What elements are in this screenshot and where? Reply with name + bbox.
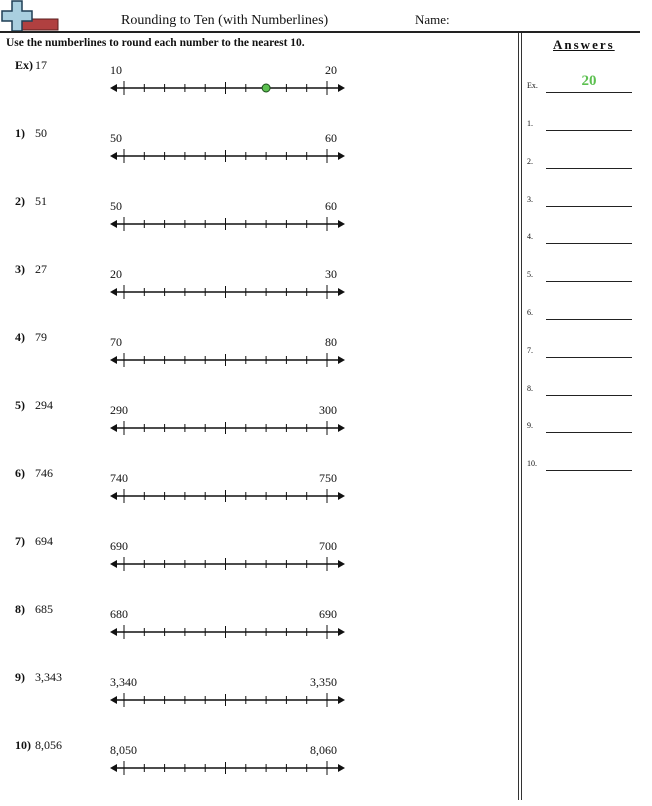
problem-label-text: 1) <box>15 126 25 140</box>
number-line <box>100 340 360 370</box>
right-arrowhead <box>338 356 345 364</box>
column-divider <box>521 33 522 800</box>
problem-label-text: 9) <box>15 670 25 684</box>
problem-number: 50 <box>35 126 47 140</box>
problem-label <box>15 738 31 753</box>
problem-label-text: 2) <box>15 194 25 208</box>
name-label: Name: <box>415 12 450 27</box>
problem-label-text: 6) <box>15 466 25 480</box>
problem-label <box>15 58 33 73</box>
problem-number: 685 <box>35 602 53 616</box>
answer-row <box>524 111 634 131</box>
number-line <box>100 204 360 234</box>
number-line-low-label: 20 <box>110 267 122 281</box>
number-line <box>100 408 360 438</box>
problem-number: 294 <box>35 398 53 412</box>
answer-blank[interactable] <box>546 357 632 358</box>
right-arrowhead <box>338 152 345 160</box>
problem-row <box>0 330 515 398</box>
problem-number: 694 <box>35 534 53 548</box>
answer-label: 10. <box>527 459 537 469</box>
number-line-high-label: 300 <box>319 403 337 417</box>
column-divider <box>518 33 519 800</box>
answer-blank[interactable] <box>546 281 632 282</box>
left-arrowhead <box>110 220 117 228</box>
number-line-high-label: 3,350 <box>310 675 337 689</box>
worksheet-title: Rounding to Ten (with Numberlines) <box>121 13 329 28</box>
problem-number: 51 <box>35 194 47 208</box>
left-arrowhead <box>110 628 117 636</box>
answer-label: 2. <box>527 156 533 166</box>
problem-label-text: 8) <box>15 602 25 616</box>
number-line-high-label: 60 <box>325 199 337 213</box>
problem-label-text: Ex) <box>15 58 33 72</box>
answer-label: 6. <box>527 308 533 317</box>
number-line-low-label: 70 <box>110 335 122 349</box>
answers-title: Answers <box>553 37 615 52</box>
answer-row <box>524 262 634 282</box>
problem-row <box>0 534 515 602</box>
answer-label: 9. <box>527 421 533 431</box>
left-arrowhead <box>110 424 117 432</box>
number-line-low-label: 50 <box>110 131 122 145</box>
problem-number: 3,343 <box>35 670 62 684</box>
number-line-low-label: 740 <box>110 471 128 485</box>
number-line-low-label: 290 <box>110 403 128 417</box>
number-line-high-label: 750 <box>319 471 337 485</box>
number-line-high-label: 8,060 <box>310 743 337 757</box>
answer-blank[interactable] <box>546 92 632 93</box>
left-arrowhead <box>110 152 117 160</box>
right-arrowhead <box>338 84 345 92</box>
example-problem <box>0 58 515 126</box>
problem-row <box>0 738 515 806</box>
number-line-high-label: 20 <box>325 63 337 77</box>
problem-label-text: 7) <box>15 534 25 548</box>
right-arrowhead <box>338 764 345 772</box>
number-line-low-label: 50 <box>110 199 122 213</box>
instructions: Use the numberlines to round each number to the nearest 10. <box>6 37 305 49</box>
problem-label <box>15 534 25 549</box>
number-line-high-label: 690 <box>319 607 337 621</box>
answer-label: 7. <box>527 345 533 355</box>
right-arrowhead <box>338 696 345 704</box>
problem-label <box>15 194 25 209</box>
problem-label <box>15 330 25 345</box>
number-line-low-label: 10 <box>110 63 122 77</box>
answer-blank[interactable] <box>546 168 632 169</box>
right-arrowhead <box>338 560 345 568</box>
number-line <box>100 68 360 98</box>
left-arrowhead <box>110 356 117 364</box>
number-line-low-label: 690 <box>110 539 128 553</box>
answer-row <box>524 149 634 169</box>
number-line-high-label: 30 <box>325 267 337 281</box>
answer-row-example <box>524 73 634 93</box>
problem-label <box>15 126 25 141</box>
left-arrowhead <box>110 84 117 92</box>
answer-label: 4. <box>527 232 533 242</box>
answer-blank[interactable] <box>546 432 632 433</box>
problem-row <box>0 398 515 466</box>
number-line <box>100 612 360 642</box>
problem-label-text: 3) <box>15 262 25 276</box>
problem-label-text: 5) <box>15 398 25 412</box>
answer-row <box>524 224 634 244</box>
answer-label: 1. <box>527 119 533 128</box>
number-line-high-label: 80 <box>325 335 337 349</box>
right-arrowhead <box>338 288 345 296</box>
number-marker <box>262 84 270 92</box>
number-line <box>100 136 360 166</box>
answer-row <box>524 300 634 320</box>
left-arrowhead <box>110 288 117 296</box>
number-line-low-label: 680 <box>110 607 128 621</box>
answer-blank[interactable] <box>546 206 632 207</box>
right-arrowhead <box>338 220 345 228</box>
worksheet-logo <box>0 0 60 32</box>
answer-row <box>524 451 634 471</box>
problem-row <box>0 126 515 194</box>
answer-label: 5. <box>527 270 533 280</box>
left-arrowhead <box>110 492 117 500</box>
left-arrowhead <box>110 764 117 772</box>
left-arrowhead <box>110 560 117 568</box>
problem-label <box>15 398 25 413</box>
problem-number: 17 <box>35 58 47 72</box>
problem-row <box>0 466 515 534</box>
problem-number: 8,056 <box>35 738 62 752</box>
problem-label <box>15 466 25 481</box>
number-line <box>100 476 360 506</box>
answer-row <box>524 376 634 396</box>
header-rule <box>0 31 640 33</box>
problem-row <box>0 602 515 670</box>
right-arrowhead <box>338 492 345 500</box>
problem-label-text: 4) <box>15 330 25 344</box>
left-arrowhead <box>110 696 117 704</box>
answer-blank[interactable] <box>546 470 632 471</box>
number-line-low-label: 8,050 <box>110 743 137 757</box>
answer-blank[interactable] <box>546 319 632 320</box>
problem-label <box>15 602 25 617</box>
problem-label <box>15 670 25 685</box>
number-line <box>100 544 360 574</box>
problem-number: 746 <box>35 466 53 480</box>
answer-blank[interactable] <box>546 243 632 244</box>
number-line-low-label: 3,340 <box>110 675 137 689</box>
answer-label: 8. <box>527 383 533 393</box>
answer-label: 3. <box>527 194 533 204</box>
right-arrowhead <box>338 628 345 636</box>
number-line-high-label: 700 <box>319 539 337 553</box>
answer-row <box>524 413 634 433</box>
problem-label <box>15 262 25 277</box>
problem-number: 27 <box>35 262 47 276</box>
answer-value: 20 <box>581 73 597 89</box>
problem-label-text: 10) <box>15 738 31 752</box>
answer-row <box>524 338 634 358</box>
answer-blank[interactable] <box>546 130 632 131</box>
number-line <box>100 680 360 710</box>
answer-label: Ex. <box>527 81 538 90</box>
number-line <box>100 748 360 778</box>
problem-row <box>0 670 515 738</box>
problem-row <box>0 194 515 262</box>
problem-number: 79 <box>35 330 47 344</box>
problem-row <box>0 262 515 330</box>
right-arrowhead <box>338 424 345 432</box>
number-line <box>100 272 360 302</box>
answer-blank[interactable] <box>546 395 632 396</box>
answer-row <box>524 187 634 207</box>
number-line-high-label: 60 <box>325 131 337 145</box>
